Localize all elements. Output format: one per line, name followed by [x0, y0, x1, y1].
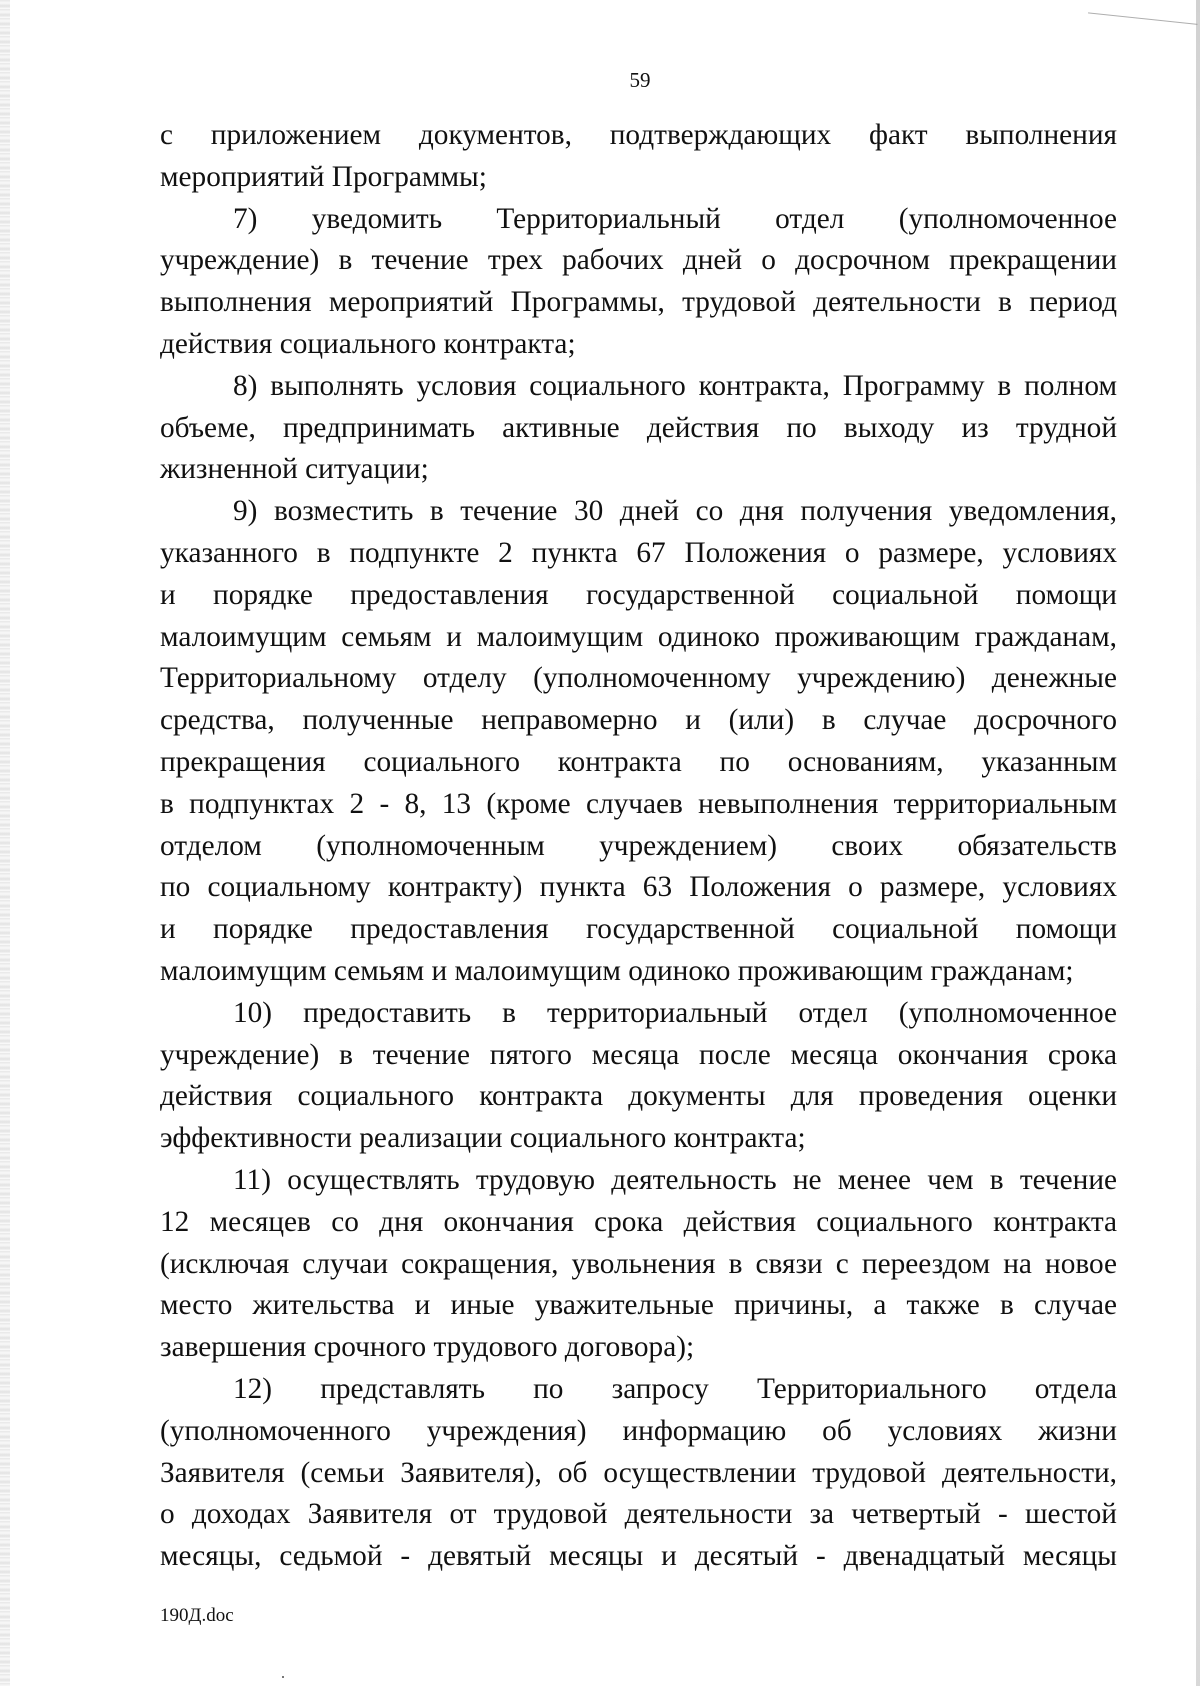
text-line: учреждение) в течение пятого месяца после месяца окончания срока	[160, 1038, 1117, 1071]
text-line: малоимущим семьям и малоимущим одиноко проживающим гражданам;	[160, 954, 1074, 987]
text-line: 8) выполнять условия социального контракта, Программу в полном	[233, 369, 1117, 402]
text-line: жизненной ситуации;	[160, 453, 429, 486]
text-line: действия социального контракта;	[160, 327, 576, 360]
text-line: (уполномоченного учреждения) информацию об условиях жизни	[160, 1414, 1117, 1447]
text-line: 11) осуществлять трудовую деятельность не менее чем в течение	[233, 1163, 1117, 1196]
text-line: средства, полученные неправомерно и (или) в случае досрочного	[160, 704, 1117, 737]
text-line: и порядке предоставления государственной социальной помощи	[160, 913, 1117, 946]
text-line: о доходах Заявителя от трудовой деятельности за четвертый - шестой	[160, 1498, 1117, 1531]
text-line: эффективности реализации социального контракта;	[160, 1122, 806, 1155]
text-line: 10) предоставить в территориальный отдел (уполномоченное	[233, 996, 1117, 1029]
text-line: и порядке предоставления государственной социальной помощи	[160, 578, 1117, 611]
text-line: с приложением документов, подтверждающих факт выполнения	[160, 119, 1117, 151]
scan-edge-right	[1196, 0, 1200, 1686]
text-line: 9) возместить в течение 30 дней со дня получения уведомления,	[233, 495, 1117, 528]
text-line: действия социального контракта документы для проведения оценки	[160, 1080, 1117, 1113]
text-line: Заявителя (семьи Заявителя), об осуществлении трудовой деятельности,	[160, 1456, 1117, 1489]
scan-edge-left	[0, 0, 10, 1686]
text-line: объеме, предпринимать активные действия по выходу из трудной	[160, 411, 1117, 444]
text-line: месяцы, седьмой - девятый месяцы и десятый - двенадцатый месяцы	[160, 1540, 1117, 1573]
text-line: отделом (уполномоченным учреждением) своих обязательств	[160, 829, 1117, 862]
text-line: 7) уведомить Территориальный отдел (уполномоченное	[233, 202, 1117, 235]
document-body	[160, 115, 1117, 1578]
text-line: выполнения мероприятий Программы, трудовой деятельности в период	[160, 286, 1117, 319]
text-line: в подпунктах 2 - 8, 13 (кроме случаев невыполнения территориальным	[160, 787, 1117, 820]
text-line: по социальному контракту) пункта 63 Положения о размере, условиях	[160, 871, 1117, 904]
text-line: прекращения социального контракта по основаниям, указанным	[160, 745, 1117, 778]
text-line: 12 месяцев со дня окончания срока действия социального контракта	[160, 1205, 1117, 1238]
text-line: завершения срочного трудового договора);	[160, 1331, 695, 1364]
text-line: (исключая случаи сокращения, увольнения в связи с переездом на новое	[160, 1247, 1117, 1280]
text-line: мероприятий Программы;	[160, 160, 487, 193]
text-line: Территориальному отделу (уполномоченному учреждению) денежные	[160, 662, 1117, 695]
text-line: 12) представлять по запросу Территориального отдела	[233, 1372, 1117, 1405]
scan-corner-fold	[1088, 0, 1200, 25]
page-number: 59	[629, 68, 651, 92]
text-line: место жительства и иные уважительные причины, а также в случае	[160, 1289, 1117, 1322]
footer-filename: 190Д.doc	[160, 1605, 234, 1626]
text-line: учреждение) в течение трех рабочих дней о досрочном прекращении	[160, 244, 1117, 277]
text-line: малоимущим семьям и малоимущим одиноко проживающим гражданам,	[160, 620, 1117, 653]
scan-speck	[282, 1676, 284, 1678]
text-line: указанного в подпункте 2 пункта 67 Положения о размере, условиях	[160, 536, 1117, 569]
